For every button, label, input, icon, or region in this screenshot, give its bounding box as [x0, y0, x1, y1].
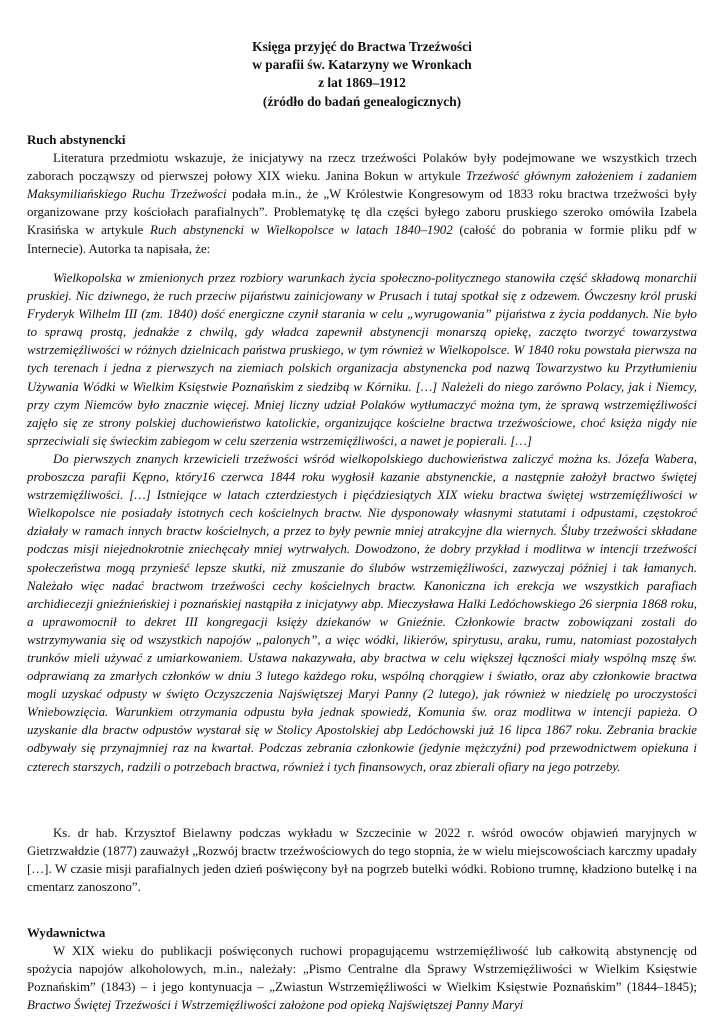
section-heading: Ruch abstynencki	[27, 133, 126, 147]
quote-paragraph: Do pierwszych znanych krzewicieli trzeźwości wśród wielkopolskiego duchowieństwa zaliczyć można ks. Józefa Wabera, proboszcza parafii Kępno, który16 czerwca 1844 roku wygłosił kazanie abstynenckie, a następnie założył bractwo świętej wstrzemięźliwości. […] Istniejące w latach czterdziestych i pięćdziesiątych XIX wieku bractwa świętej wstrzemięźliwości w Wielkopolsce nie posiadały istotnych cech kościelnych bractw. Nie dysponowały własnymi statutami i odpustami, częstokroć działały w ramach innych bractw kościelnych, a przez to były pewnie mniej atrakcyjne dla wiernych. Śluby trzeźwości składane podczas misji niejednokrotnie zniechęcały mniej wytrwałych. Dowodzono, że dobry przykład i modlitwa w intencji trzeźwości społeczeństwa mogą przynieść lepsze skutki, niż zmuszanie do ślubów wstrzemięźliwości, zazwyczaj później i tak łamanych. Należało więc nadać bractwom trzeźwości cechy kościelnych bractw. Kanoniczna ich erekcja we wszystkich parafiach archidiecezji gnieźnieńskiej i poznańskiej nastąpiła z inicjatywy abp. Mieczysława Halki Ledóchowskiego 26 sierpnia 1868 roku, a uprawomocnił to dekret III kongregacji księży dziekanów w Gnieźnie. Członkowie bractw zobowiązani zostali do wstrzymywania się od wszystkich napojów „palonych”, a więc wódki, likierów, spirytusu, araku, rumu, natomiast pozostałych trunków mieli używać z umiarkowaniem. Ustawa nakazywała, aby bractwa w celu większej łączności miały wspólną mszę św. odprawianą za zmarłych członków w dniu 3 lutego każdego roku, wspólną chorągiew i światło, oraz aby członkowie bractwa mogli uzyskać odpusty w święto Oczyszczenia Najświętszej Maryi Panny (2 lutego), jak również w niedzielę po uroczystości Wniebowzięcia. Warunkiem otrzymania odpustu była jednak spowiedź, Komunia św. oraz modlitwa w intencji papieża. O uzyskanie dla bractw odpustów wystarał się w Stolicy Apostolskiej abp Ledóchowski już 16 lipca 1867 roku. Zebrania brackie odbywały się przynajmniej raz na kwartał. Podczas zebrania członkowie (jedynie mężczyźni) pod przewodnictwem opiekuna i czterech starszych, radzili o potrzebach bractwa, również i tych finansowych, oraz zbierali ofiary na jego potrzeby.	[27, 451, 697, 774]
quote-paragraph: Wielkopolska w zmienionych przez rozbiory warunkach życia społeczno-politycznego stanowiła część składową monarchii pruskiej. Nic dziwnego, że ruch przeciw pijaństwu zainicjowany w Prusach i tutaj spotkał się z odzewem. Ówczesny król pruski Fryderyk Wilhelm III (zm. 1840) dość energiczne czynił starania w celu „wyrugowania” pijaństwa z życia poddanych. Nie było to sprawą prostą, jednakże z chwilą, gdy władca zapewnił abstynencji monarszą opiekę, zaczęto tworzyć towarzystwa wstrzemięźliwości w różnych dzielnicach państwa pruskiego, w tym również w Wielkopolsce. W 1840 roku powstała pierwsza na tych terenach i jedna z pierwszych na ziemiach polskich organizacja abstynencka pod nazwą Towarzystwo ku Przytłumieniu Używania Wódki w Wielkim Księstwie Poznańskim z siedzibą w Kórniku. […] Należeli do niego zarówno Polacy, jak i Niemcy, przy czym Niemców było znacznie więcej. Mniej liczny udział Polaków wytłumaczyć można tym, że sprawą wstrzemięźliwości zajęło się ze strony polskiej duchowieństwo katolickie, organizujące kościelne bractwa trzeźwościowe, choć księża nigdy nie sprzeciwiali się świeckim zabiegom w celu szerzenia wstrzemięźliwości, a nawet je popierali. […]	[27, 271, 697, 448]
section-heading: Wydawnictwa	[27, 926, 106, 940]
block-quote	[27, 269, 697, 776]
title-line: z lat 1869–1912	[318, 75, 406, 91]
section-wydawnictwa	[27, 924, 697, 1014]
section-ruch-abstynencki	[27, 131, 697, 258]
section-paragraph	[27, 824, 697, 896]
title-line: Księga przyjęć do Bractwa Trzeźwości	[252, 39, 472, 54]
paragraph: Ks. dr hab. Krzysztof Bielawny podczas wykładu w Szczecinie w 2022 r. wśród owoców objawień maryjnych w Gietrzwałdzie (1877) zauważył „Rozwój bractw trzeźwościowych do tego stopnia, że w wielu miejscowościach karczmy upadały […]. W czasie misji parafialnych jeden dzień poświęcony był na pogrzeb butelki wódki. Robiono trumnę, kładziono butelkę i na cmentarz zanoszono”.	[27, 826, 697, 895]
title-line: w parafii św. Katarzyny we Wronkach	[252, 57, 472, 73]
paragraph: W XIX wieku do publikacji poświęconych ruchowi propagującemu wstrzemięźliwość lub całkowitą abstynencję od spożycia napojów alkoholowych, m.in., należały: „Pismo Centralne dla Sprawy Wstrzemięźliwości w Wielkim Księstwie Poznańskim” (1843) – i jego kontynuacja – „Zwiastun Wstrzemięźliwości w Wielkim Księstwie Poznańskim” (1844–1845); Bractwo Świętej Trzeźwości i Wstrzemięźliwości założone pod opieką Najświętszej Panny Maryi	[27, 944, 697, 1013]
title-line: (źródło do badań genealogicznych)	[262, 93, 462, 109]
document-title	[0, 38, 724, 111]
paragraph: Literatura przedmiotu wskazuje, że inicjatywy na rzecz trzeźwości Polaków były podejmowane we wszystkich trzech zaborach począwszy od pierwszej połowy XIX wieku. Janina Bokun w artykule Trzeźwość głównym założeniem i zadaniem Maksymiliańskiego Ruchu Trzeźwości podała m.in., że „W Królestwie Kongresowym od 1833 roku bractwa trzeźwości były organizowane przy kościołach parafialnych”. Problematykę tę dla części byłego zaboru pruskiego szeroko omówiła Izabela Krasińska w artykule Ruch abstynencki w Wielkopolsce w latach 1840–1902 (całość do pobrania w formie pliku pdf w Internecie). Autorka ta napisała, że:	[27, 151, 697, 256]
